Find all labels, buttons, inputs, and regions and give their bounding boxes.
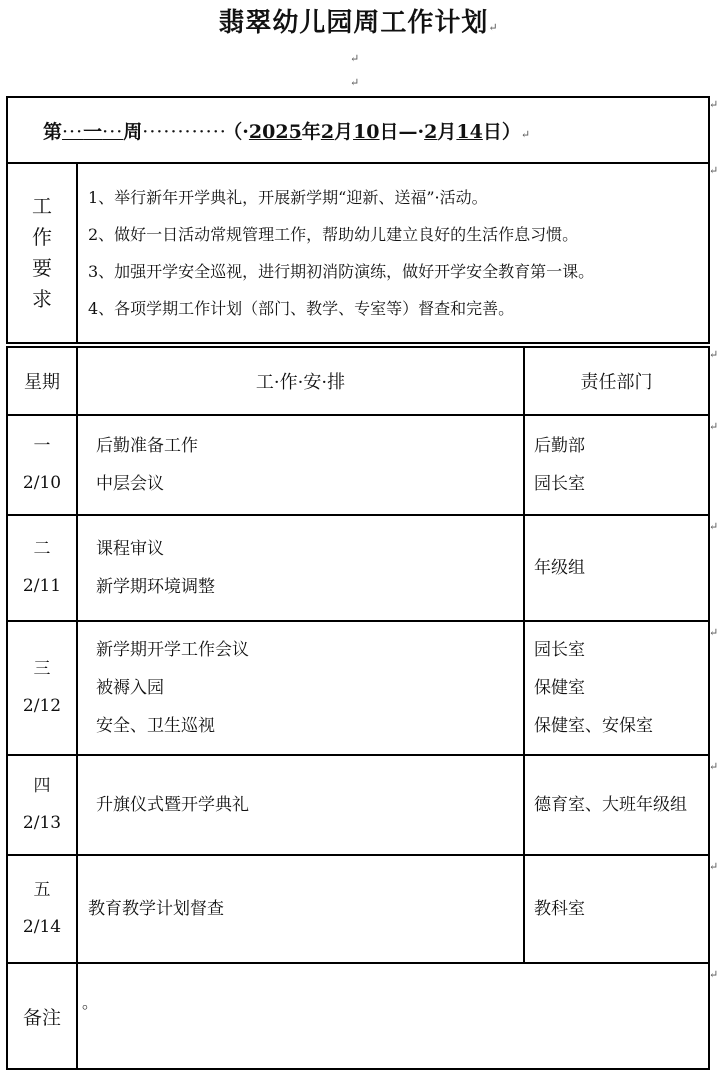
work-item: 新学期环境调整 bbox=[96, 577, 215, 597]
year: 2025 bbox=[248, 120, 302, 143]
paragraph-mark: ↵ bbox=[709, 420, 718, 433]
requirements-row bbox=[7, 163, 709, 343]
paragraph-mark: ↵ bbox=[520, 127, 531, 141]
req-label-char: 作 bbox=[32, 225, 52, 249]
note-label: 备注 bbox=[7, 963, 77, 1069]
dept-item: 后勤部 bbox=[534, 436, 585, 456]
day-cell bbox=[7, 515, 77, 621]
work-item: 中层会议 bbox=[96, 474, 164, 494]
req-label-char: 求 bbox=[32, 287, 52, 311]
date-open: （· bbox=[232, 120, 249, 143]
work-cell bbox=[77, 415, 524, 515]
month-word: 月 bbox=[334, 120, 354, 143]
work-item: 后勤准备工作 bbox=[96, 436, 198, 456]
month-word: 月 bbox=[437, 120, 457, 143]
page-title bbox=[0, 2, 717, 39]
req-label-char: 工 bbox=[32, 194, 52, 218]
day-row-mon bbox=[7, 415, 709, 515]
header-weekday: 星期 bbox=[7, 347, 77, 415]
title-text: 翡翠幼儿园周工作计划 bbox=[218, 8, 489, 38]
day-cell bbox=[7, 755, 77, 855]
dept-item: 德育室、大班年级组 bbox=[534, 795, 687, 815]
work-item: 升旗仪式暨开学典礼 bbox=[96, 795, 249, 815]
dept-cell bbox=[524, 855, 709, 963]
work-item: 教育教学计划督查 bbox=[88, 899, 224, 919]
dept-item: 保健室 bbox=[534, 678, 585, 698]
paragraph-mark: ↵ bbox=[709, 164, 718, 177]
schedule-header-row bbox=[7, 347, 709, 415]
end-day: 14 bbox=[456, 120, 483, 143]
requirements-list bbox=[77, 163, 709, 343]
end-month: 2 bbox=[424, 120, 438, 143]
paragraph-mark: ↵ bbox=[709, 968, 718, 981]
dept-item: 教科室 bbox=[534, 899, 585, 919]
dept-cell bbox=[524, 755, 709, 855]
week-gap-dots: ············ bbox=[142, 120, 227, 143]
day-cell bbox=[7, 415, 77, 515]
dept-cell bbox=[524, 621, 709, 755]
schedule-table bbox=[6, 346, 710, 1070]
paragraph-mark: ↵ bbox=[709, 520, 718, 533]
start-month: 2 bbox=[320, 120, 335, 143]
day-dash: 日—· bbox=[379, 120, 425, 143]
week-word: 周 bbox=[123, 120, 143, 143]
header-work: 工·作·安·排 bbox=[77, 347, 524, 415]
requirement-item: 3、加强开学安全巡视，进行期初消防演练，做好开学安全教育第一课。 bbox=[88, 262, 595, 281]
work-item: 被褥入园 bbox=[96, 678, 164, 698]
weekday: 三 bbox=[33, 659, 51, 679]
req-label-char: 要 bbox=[32, 256, 52, 280]
paragraph-mark: ↵ bbox=[709, 98, 718, 111]
dept-item: 保健室、安保室 bbox=[534, 716, 653, 736]
requirement-item: 2、做好一日活动常规管理工作，帮助幼儿建立良好的生活作息习惯。 bbox=[88, 225, 579, 244]
paragraph-mark: ↵ bbox=[488, 21, 499, 34]
day-row-fri bbox=[7, 855, 709, 963]
week-dots: ··· bbox=[62, 120, 84, 143]
date: 2/11 bbox=[22, 576, 62, 596]
weekday: 四 bbox=[33, 776, 51, 796]
week-dots: ··· bbox=[102, 120, 124, 143]
work-cell bbox=[77, 621, 524, 755]
work-item: 课程审议 bbox=[96, 539, 164, 559]
note-content: 。 bbox=[77, 963, 709, 1069]
dept-item: 年级组 bbox=[534, 558, 585, 578]
paragraph-mark: ↵ bbox=[350, 76, 360, 89]
date: 2/14 bbox=[22, 917, 62, 937]
paragraph-mark: ↵ bbox=[709, 626, 718, 639]
start-day: 10 bbox=[353, 120, 380, 143]
work-item: 新学期开学工作会议 bbox=[96, 640, 249, 660]
week-prefix: 第 bbox=[43, 120, 63, 143]
week-line bbox=[8, 117, 708, 144]
year-word: 年 bbox=[301, 120, 321, 143]
work-cell bbox=[77, 755, 524, 855]
requirements-label bbox=[7, 163, 77, 343]
day-cell bbox=[7, 621, 77, 755]
weekday: 五 bbox=[33, 880, 51, 900]
date-close: 日） bbox=[482, 120, 521, 143]
day-row-wed bbox=[7, 621, 709, 755]
week-cell bbox=[7, 97, 709, 163]
week-row bbox=[7, 97, 709, 163]
requirement-item: 4、各项学期工作计划（部门、教学、专室等）督查和完善。 bbox=[88, 299, 515, 318]
paragraph-mark: ↵ bbox=[709, 348, 718, 361]
work-item: 安全、卫生巡视 bbox=[96, 716, 215, 736]
weekday: 一 bbox=[33, 436, 51, 456]
header-table bbox=[6, 96, 710, 344]
day-cell bbox=[7, 855, 77, 963]
date: 2/13 bbox=[22, 813, 62, 833]
date: 2/12 bbox=[22, 696, 62, 716]
day-row-tue bbox=[7, 515, 709, 621]
dept-item: 园长室 bbox=[534, 640, 585, 660]
paragraph-mark: ↵ bbox=[350, 52, 360, 65]
paragraph-mark: ↵ bbox=[709, 860, 718, 873]
paragraph-mark: ↵ bbox=[709, 760, 718, 773]
week-number: 一 bbox=[83, 120, 103, 143]
note-row bbox=[7, 963, 709, 1069]
day-row-thu bbox=[7, 755, 709, 855]
dept-cell bbox=[524, 515, 709, 621]
date: 2/10 bbox=[22, 473, 62, 493]
dept-cell bbox=[524, 415, 709, 515]
work-cell bbox=[77, 515, 524, 621]
dept-item: 园长室 bbox=[534, 474, 585, 494]
work-cell bbox=[77, 855, 524, 963]
weekday: 二 bbox=[33, 539, 51, 559]
requirement-item: 1、举行新年开学典礼，开展新学期“迎新、送福”·活动。 bbox=[88, 188, 488, 207]
header-dept: 责任部门 bbox=[524, 347, 709, 415]
